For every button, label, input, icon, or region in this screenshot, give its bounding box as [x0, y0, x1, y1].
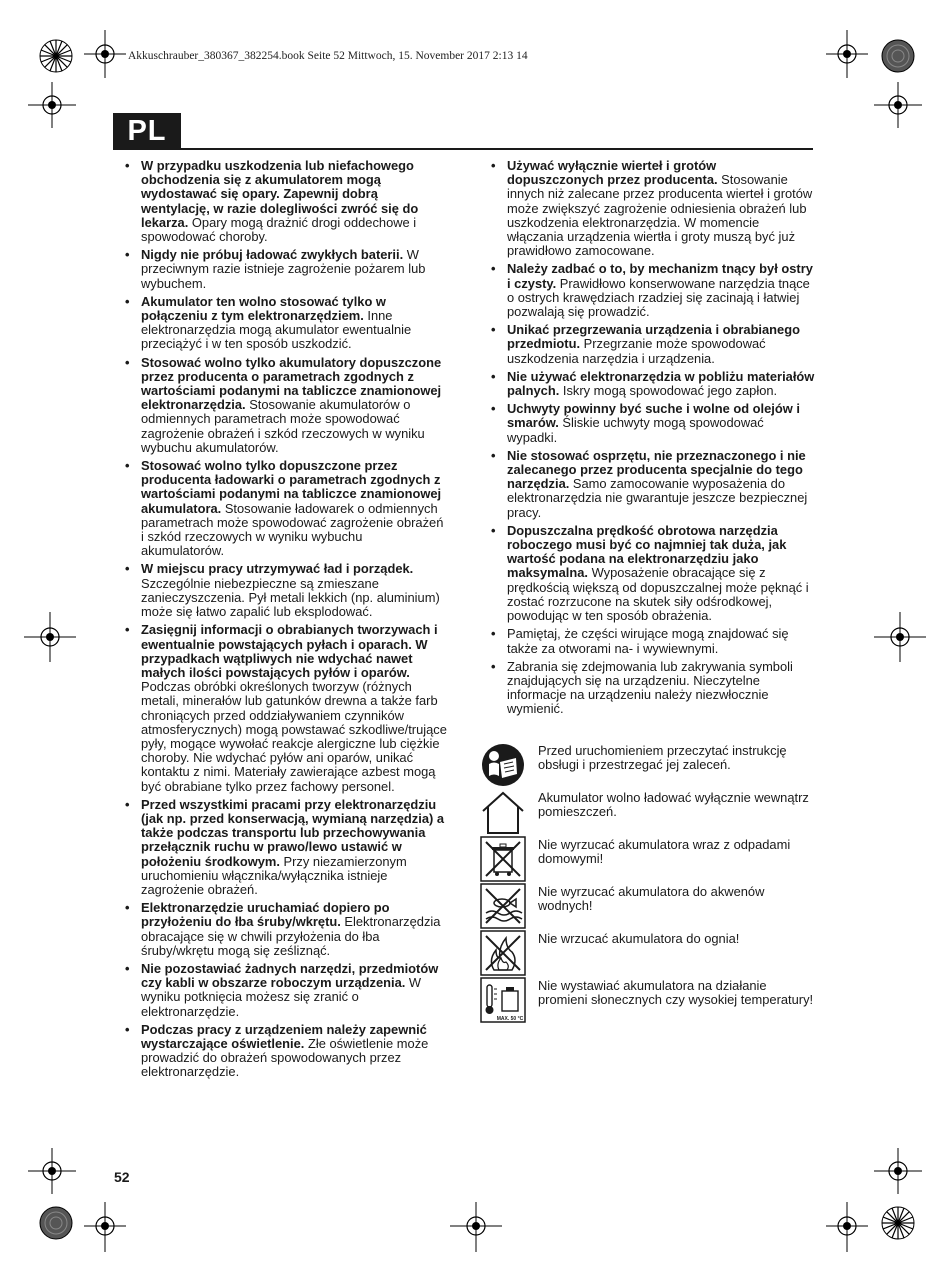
- crosshair-mark-bottom-a-icon: [80, 1200, 130, 1254]
- no-fire-icon: [480, 930, 526, 976]
- symbol-text: Nie wyrzucać akumulatora do akwenów wodnych!: [538, 884, 765, 914]
- symbol-text: Nie wystawiać akumulatora na działanie promieni słonecznych czy wysokiej temperatury!: [538, 978, 814, 1008]
- list-item: • Zabrania się zdejmowania lub zakrywania symboli znajdujących się na urządzeniu. Nieczytelne informacje na urządzeniu należy niezwłocznie wymienić.: [489, 660, 815, 717]
- crosshair-mark-bottom-center-icon: [448, 1200, 504, 1254]
- list-item: • Nie pozostawiać żadnych narzędzi, przedmiotów czy kabli w obszarze roboczym urządzenia. W wyniku potknięcia możesz się zranić o elektronarzędzie.: [123, 962, 449, 1019]
- read-manual-icon: [480, 742, 526, 788]
- symbol-row: [480, 742, 815, 789]
- crosshair-mark-right-middle-icon: [872, 612, 928, 662]
- header-rule: [181, 148, 813, 150]
- no-household-waste-icon: [480, 836, 526, 882]
- symbol-text: Akumulator wolno ładować wyłącznie wewnątrz pomieszczeń.: [538, 790, 809, 820]
- symbol-text: Nie wrzucać akumulatora do ognia!: [538, 931, 740, 946]
- list-item: • Stosować wolno tylko dopuszczone przez producenta ładowarki o parametrach zgodnych z wartościami podanymi na tabliczce znamionowej akumulatora. Stosowanie ładowarek o odmiennych parametrach może spowodować zagrożenie obrażeń i szkód rzeczowych w wyniku wybuchu akumulatorów.: [123, 459, 449, 558]
- list-item: • Należy zadbać o to, by mechanizm tnący był ostry i czysty. Prawidłowo konserwowane narzędzia tnące o ostrych krawędziach rzadziej się zacinają i łatwiej pozwalają się prowadzić.: [489, 262, 815, 319]
- crosshair-mark-right-bottom-icon: [872, 1146, 926, 1196]
- indoor-house-icon: [480, 789, 526, 835]
- right-safety-list: [489, 159, 815, 717]
- left-safety-list: [123, 159, 449, 1080]
- list-item: • Nigdy nie próbuj ładować zwykłych baterii. W przeciwnym razie istnieje zagrożenie pożarem lub wybuchem.: [123, 248, 449, 291]
- symbol-row: [480, 930, 815, 977]
- crosshair-mark-left-top-icon: [26, 80, 80, 130]
- registration-mark-top-left-icon: [36, 36, 76, 76]
- symbol-text: Nie wyrzucać akumulatora wraz z odpadami domowymi!: [538, 837, 791, 867]
- registration-mark-top-right-icon: [878, 36, 918, 76]
- registration-mark-bottom-left-icon: [36, 1203, 76, 1243]
- list-item: • Nie używać elektronarzędzia w pobliżu materiałów palnych. Iskry mogą spowodować jego zapłon.: [489, 370, 815, 398]
- book-header-line: Akkuschrauber_380367_382254.book Seite 52 Mittwoch, 15. November 2017 2:13 14: [128, 50, 528, 62]
- list-item: • Używać wyłącznie wierteł i grotów dopuszczonych przez producenta. Stosowanie innych niż zalecane przez producenta wierteł i grotów może zwiększyć zagrożenie odniesienia obrażeń lub uszkodzenia elektronarzędzia. W momencie włączania urządzenia wiertła i groty muszą być już prawidłowo zamocowane.: [489, 159, 815, 258]
- symbol-text: Przed uruchomieniem przeczytać instrukcję obsługi i przestrzegać jej zaleceń.: [538, 743, 787, 773]
- crosshair-mark-top-a-icon: [80, 26, 130, 80]
- list-item: • Uchwyty powinny być suche i wolne od olejów i smarów. Śliskie uchwyty mogą spowodować wypadki.: [489, 402, 815, 445]
- list-item: • Nie stosować osprzętu, nie przeznaczonego i nie zalecanego przez producenta specjalnie do tego narzędzia. Samo zamocowanie wyposażenia do elektronarzędzia nie gwarantuje jeszcze bezpiecznej pracy.: [489, 449, 815, 520]
- crosshair-mark-right-top-icon: [872, 80, 926, 130]
- list-item: • Stosować wolno tylko akumulatory dopuszczone przez producenta o parametrach zgodnych z wartościami podanymi na tabliczce znamionowej elektronarzędzia. Stosowanie akumulatorów o odmiennych parametrach może spowodować zagrożenie obrażeń i szkód rzeczowych w wyniku wybuchu akumulatorów.: [123, 356, 449, 455]
- list-item: • Zasięgnij informacji o obrabianych tworzywach i ewentualnie powstających pyłach i oparach. W przypadkach wątpliwych nie wdychać nawet małych ilości powstających pyłów i oparów. Podczas obróbki określonych tworzyw (różnych metali, minerałów lub gatunków drewna a także farb chroniących przed oddziaływaniem czynników atmosferycznych) mogą powstawać szkodliwe/trujące pyły, mogące wywołać reakcje alergiczne lub ciężkie choroby. Nie wdychać pyłów ani oparów, unikać kontaktu z nimi. Materiały zawierające azbest mogą być obrabiane tylko przez fachowy personel.: [123, 623, 449, 793]
- crosshair-mark-top-b-icon: [822, 26, 872, 80]
- list-item: • Unikać przegrzewania urządzenia i obrabianego przedmiotu. Przegrzanie może spowodować uszkodzenia narzędzia i urządzenia.: [489, 323, 815, 366]
- list-item: • Przed wszystkimi pracami przy elektronarzędziu (jak np. przed konserwacją, wymianą narzędzia) a także podczas transportu lub przechowywania przełącznik ruchu w prawo/lewo ustawić w położeniu środkowym. Przy niezamierzonym uruchomieniu włącznika/wyłącznika istnieje zagrożenie obrażeń.: [123, 798, 449, 897]
- right-column: [489, 159, 815, 721]
- list-item: • Elektronarzędzie uruchamiać dopiero po przyłożeniu do łba śruby/wkrętu. Elektronarzędzia obracające się w chwili przyłożenia do łba śruby/wkrętu mogą się ześliznąć.: [123, 901, 449, 958]
- crosshair-mark-bottom-b-icon: [822, 1200, 872, 1254]
- page-number: 52: [114, 1169, 130, 1185]
- symbol-row: [480, 836, 815, 883]
- list-item: • Pamiętaj, że części wirujące mogą znajdować się także za otworami na- i wywiewnymi.: [489, 627, 815, 655]
- no-sunlight-icon: [480, 977, 526, 1023]
- list-item: • W przypadku uszkodzenia lub niefachowego obchodzenia się z akumulatorem mogą wydostawać się opary. Zapewnij dobrą wentylację, w razie dolegliwości zwróć się do lekarza. Opary mogą drażnić drogi oddechowe i spowodować choroby.: [123, 159, 449, 244]
- symbol-row: [480, 883, 815, 930]
- language-tab: PL: [113, 113, 181, 150]
- list-item: • W miejscu pracy utrzymywać ład i porządek. Szczególnie niebezpieczne są zmieszane zanieczyszczenia. Pył metali lekkich (np. aluminium) może się łatwo zapalić lub eksplodować.: [123, 562, 449, 619]
- list-item: • Dopuszczalna prędkość obrotowa narzędzia roboczego musi być co najmniej tak duża, jak wartość podana na elektronarzędziu jako maksymalna. Wyposażenie obracające się z prędkością większą od dopuszczalnej może pęknąć i zostać rozrzucone na skutek siły odśrodkowej, powodując w ten sposób obrażenia.: [489, 524, 815, 623]
- no-water-disposal-icon: [480, 883, 526, 929]
- list-item: • Akumulator ten wolno stosować tylko w połączeniu z tym elektronarzędziem. Inne elektronarzędzia mogą akumulator ewentualnie przeciążyć i w ten sposób uszkodzić.: [123, 295, 449, 352]
- list-item: • Podczas pracy z urządzeniem należy zapewnić wystarczające oświetlenie. Złe oświetlenie może prowadzić do obrażeń spowodowanych przez elektronarzędzie.: [123, 1023, 449, 1080]
- thermometer-label: MAX. 50 °C: [496, 1016, 524, 1022]
- crosshair-mark-left-middle-icon: [22, 612, 78, 662]
- symbol-row: [480, 789, 815, 836]
- symbol-legend: [480, 742, 815, 1024]
- crosshair-mark-left-bottom-icon: [26, 1146, 80, 1196]
- left-column: [123, 159, 449, 1084]
- symbol-row: [480, 977, 815, 1024]
- registration-mark-bottom-right-icon: [878, 1203, 918, 1243]
